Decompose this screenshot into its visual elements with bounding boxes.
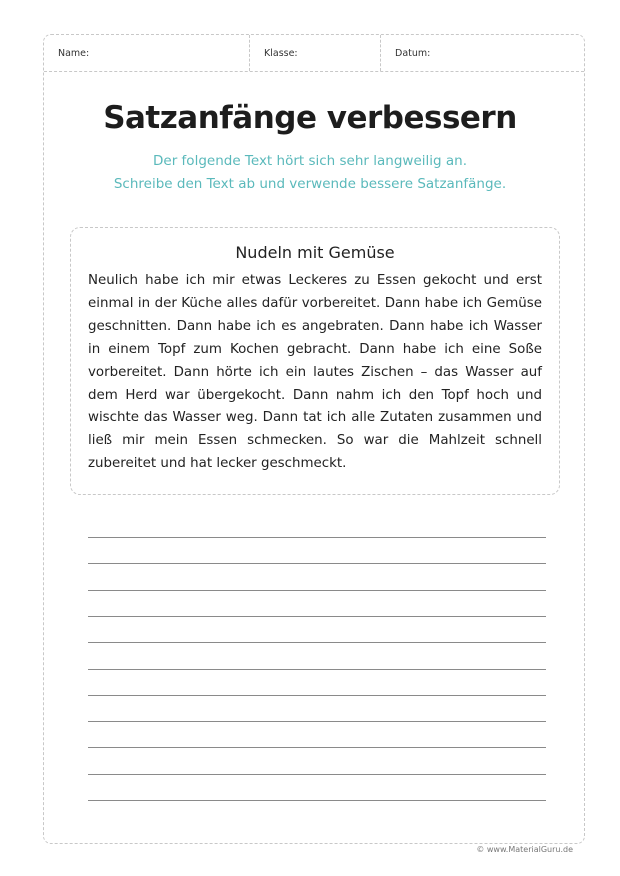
writing-line bbox=[88, 642, 546, 643]
instruction-line-2: Schreibe den Text ab und verwende bessere Satzanfänge. bbox=[113, 176, 507, 192]
writing-line bbox=[88, 774, 546, 775]
writing-line bbox=[88, 537, 546, 538]
class-label: Klasse: bbox=[264, 47, 298, 59]
writing-line bbox=[88, 590, 546, 591]
copyright-footer: © www.MaterialGuru.de bbox=[476, 845, 573, 854]
name-label: Name: bbox=[58, 47, 90, 59]
writing-line bbox=[88, 800, 546, 801]
story-title: Nudeln mit Gemüse bbox=[235, 243, 395, 262]
writing-line bbox=[88, 563, 546, 564]
instruction-line-1: Der folgende Text hört sich sehr langweilig an. bbox=[153, 153, 467, 169]
writing-line bbox=[88, 721, 546, 722]
page-title: Satzanfänge verbessern bbox=[103, 100, 517, 136]
name-field[interactable] bbox=[44, 35, 250, 71]
class-field[interactable] bbox=[250, 35, 381, 71]
writing-line bbox=[88, 695, 546, 696]
writing-line bbox=[88, 616, 546, 617]
date-label: Datum: bbox=[395, 47, 431, 59]
writing-line bbox=[88, 669, 546, 670]
instructions bbox=[0, 150, 620, 196]
story-box bbox=[70, 227, 560, 495]
date-field[interactable] bbox=[381, 35, 584, 71]
writing-line bbox=[88, 747, 546, 748]
header-fields bbox=[44, 35, 584, 72]
story-text: Neulich habe ich mir etwas Leckeres zu Essen gekocht und erst einmal in der Küche alles dafür vorbereitet. Dann habe ich Gemüse geschnitten. Dann habe ich es angebraten. Dann habe ich Wasser in einem Topf zum Kochen gebracht. Dann habe ich eine Soße vorbereitet. Dann hörte ich ein lautes Zischen – das Wasser auf dem Herd war übergekocht. Dann nahm ich den Topf hoch und wischte das Wasser weg. Dann tat ich alle Zutaten zusammen und ließ mir mein Essen schmecken. So war die Mahlzeit schnell zubereitet und hat lecker geschmeckt. bbox=[88, 273, 542, 472]
